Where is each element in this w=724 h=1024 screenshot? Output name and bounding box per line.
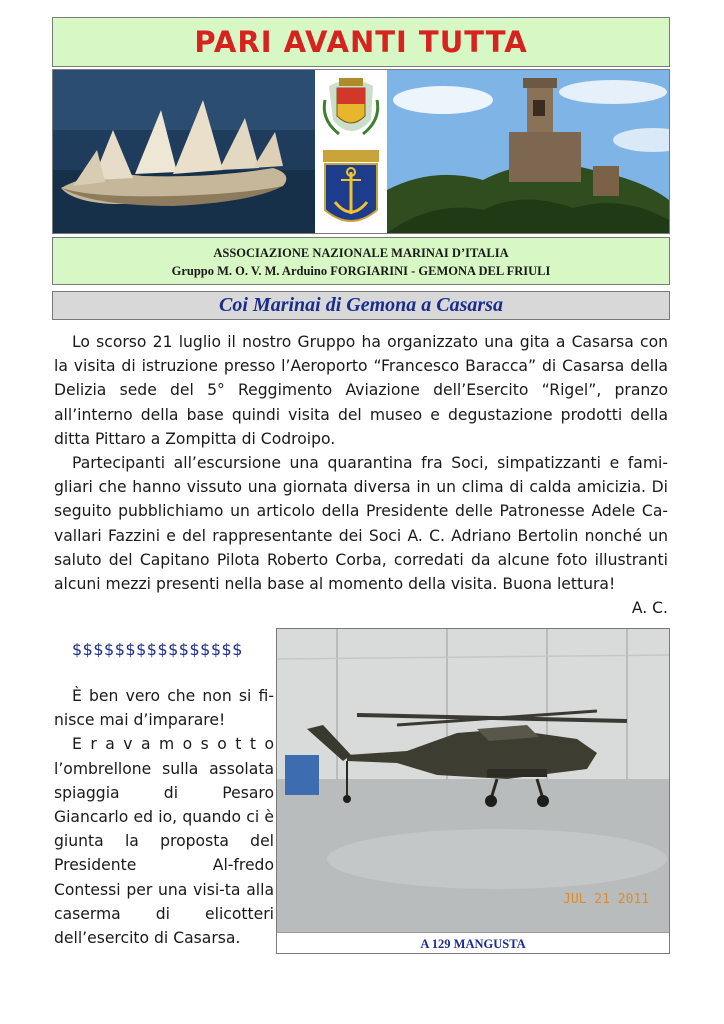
- column-body: [54, 684, 274, 950]
- masthead: [52, 17, 670, 67]
- castle-image: [387, 70, 669, 233]
- association-name: ASSOCIAZIONE NAZIONALE MARINAI D’ITALIA: [213, 246, 509, 260]
- column-paragraph: E r a v a m o s o t t o l’ombrellone sulla assolata spiaggia di Pesaro Giancarlo ed io, quando ci è giunta la proposta del Presidente Al-fredo Contessi per una visi-ta alla caserma di elicotteri dell’esercito di Casarsa.: [54, 735, 274, 948]
- association-group: Gruppo M. O. V. M. Arduino FORGIARINI - GEMONA DEL FRIULI: [171, 264, 551, 278]
- coat-of-arms-anchor: [317, 150, 385, 233]
- helicopter-photo-frame: [276, 628, 670, 954]
- sailing-ship-image: [53, 70, 315, 233]
- article-paragraph: Lo scorso 21 luglio il nostro Gruppo ha organizzato una gita a Casarsa con la visita di istruzione presso l’Aeroporto “Francesco Baracca” di Casarsa della Delizia sede del 5° Reggimento Aviazione dell’Esercito “Rigel”, pranzo all’interno della base quindi visita del museo e degustazione prodotti della ditta Pittaro a Zompitta di Codroipo.: [54, 333, 668, 448]
- helicopter-photo: [277, 629, 669, 932]
- association-header: [52, 237, 670, 285]
- article-title: Coi Marinai di Gemona a Casarsa: [219, 294, 503, 316]
- coat-of-arms-gemona: [317, 70, 385, 150]
- photo-date-stamp: JUL 21 2011: [563, 892, 650, 907]
- masthead-title: PARI AVANTI TUTTA: [194, 25, 528, 59]
- article-signature: A. C.: [631, 599, 668, 618]
- section-separator: $$$$$$$$$$$$$$$$: [72, 640, 243, 659]
- article-body: [54, 330, 668, 620]
- column-paragraph: È ben vero che non si fi-nisce mai d’imparare!: [54, 687, 274, 730]
- header-banner: [52, 69, 670, 234]
- article-paragraph: Partecipanti all’escursione una quarantina fra Soci, simpatizzanti e fami-gliari che hanno vissuto una giornata diversa in un clima di calda amicizia. Di seguito pubblichiamo un articolo della Presidente delle Patronesse Adele Ca-vallari Fazzini e del rappresentante dei Soci A. C. Adriano Bertolin nonché un saluto del Capitano Pilota Roberto Corba, corredati da alcune foto illustranti alcuni mezzi presenti nella base al momento della visita. Buona lettura!: [54, 454, 668, 594]
- banner-illustration: [53, 70, 669, 233]
- article-title-box: [52, 291, 670, 320]
- photo-caption: A 129 MANGUSTA: [277, 932, 669, 954]
